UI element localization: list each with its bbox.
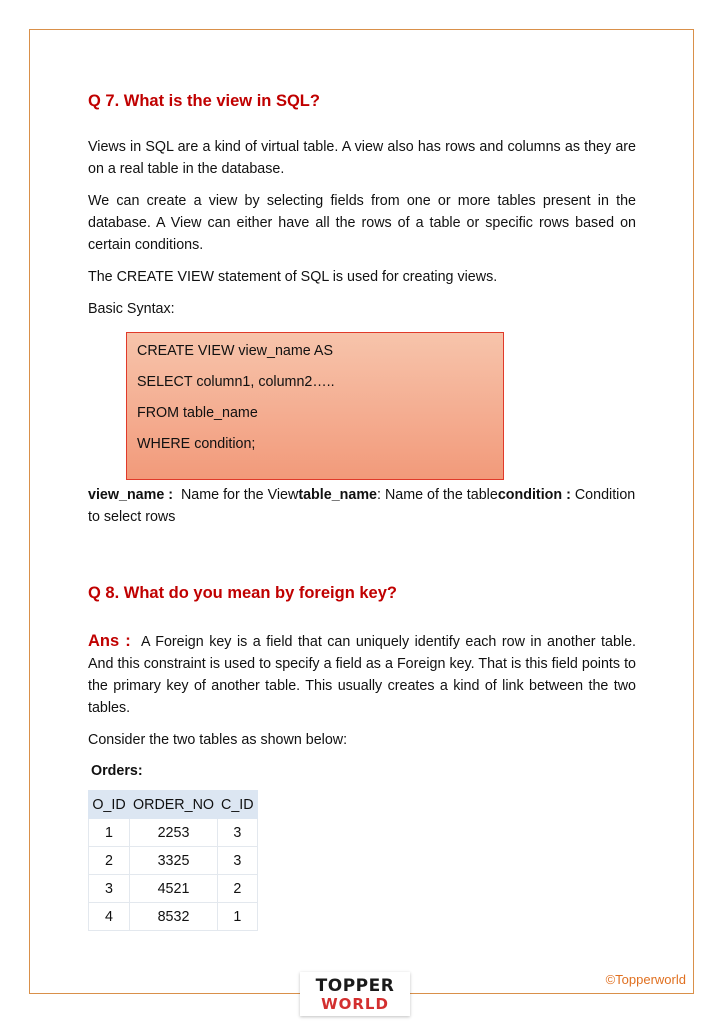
ans-text: A Foreign key is a field that can uniquely identify each row in another table. And this constraint is used to specify a field as a Foreign key. That is this field points to the primary key of another table. This usually creates a kind of link between the two tables. [88, 634, 640, 716]
orders-table [88, 790, 258, 931]
def-value-table-name: : Name of the table [377, 487, 498, 503]
topperworld-logo [300, 972, 410, 1016]
column-header-order-no: ORDER_NO [130, 791, 218, 819]
table-cell: 8532 [130, 903, 218, 931]
table-row [89, 847, 258, 875]
q7-paragraph-4: Basic Syntax: [88, 301, 175, 317]
def-value-condition: Condition to select rows [88, 487, 636, 525]
table-cell: 4 [89, 903, 130, 931]
ans-label: Ans : [88, 632, 131, 650]
q7-paragraph-2: We can create a view by selecting fields from one or more tables present in the database. A View can either have all the rows of a table or specific rows based on certain conditions. [88, 193, 636, 253]
table-cell: 3325 [130, 847, 218, 875]
q7-paragraph-1: Views in SQL are a kind of virtual table. A view also has rows and columns as they are on a real table in the database. [88, 139, 636, 177]
code-line: CREATE VIEW view_name AS [137, 343, 333, 359]
def-key-table-name: table_name [298, 487, 377, 503]
code-line: WHERE condition; [137, 436, 256, 452]
table-cell: 2 [218, 875, 258, 903]
q7-paragraph-3: The CREATE VIEW statement of SQL is used for creating views. [88, 269, 498, 285]
table-row [89, 875, 258, 903]
table-header-row [89, 791, 258, 819]
q8-body [88, 630, 640, 782]
table-cell: 1 [218, 903, 258, 931]
code-line: FROM table_name [137, 405, 258, 421]
def-value-view-name: Name for the View [173, 487, 299, 503]
table-cell: 4521 [130, 875, 218, 903]
copyright-text: ©Topperworld [605, 972, 686, 987]
q7-title: Q 7. What is the view in SQL? [88, 92, 320, 110]
logo-line-1: TOPPER [315, 976, 395, 996]
logo-line-2: WORLD [321, 995, 389, 1013]
table-cell: 2 [89, 847, 130, 875]
table-row [89, 819, 258, 847]
column-header-o-id: O_ID [89, 791, 130, 819]
q7-body [88, 136, 636, 320]
orders-table-title: Orders: [91, 763, 143, 779]
def-key-condition: condition : [497, 487, 571, 503]
table-cell: 3 [89, 875, 130, 903]
table-cell: 3 [218, 847, 258, 875]
q8-title: Q 8. What do you mean by foreign key? [88, 584, 397, 602]
def-key-view-name: view_name : [88, 487, 174, 503]
q7-definitions [88, 484, 636, 528]
syntax-code-box [126, 332, 504, 480]
table-cell: 2253 [130, 819, 218, 847]
code-line: SELECT column1, column2….. [137, 374, 335, 390]
table-cell: 1 [89, 819, 130, 847]
q8-answer [88, 630, 640, 719]
column-header-c-id: C_ID [218, 791, 258, 819]
table-row [89, 903, 258, 931]
table-cell: 3 [218, 819, 258, 847]
q8-paragraph-2: Consider the two tables as shown below: [88, 732, 348, 748]
